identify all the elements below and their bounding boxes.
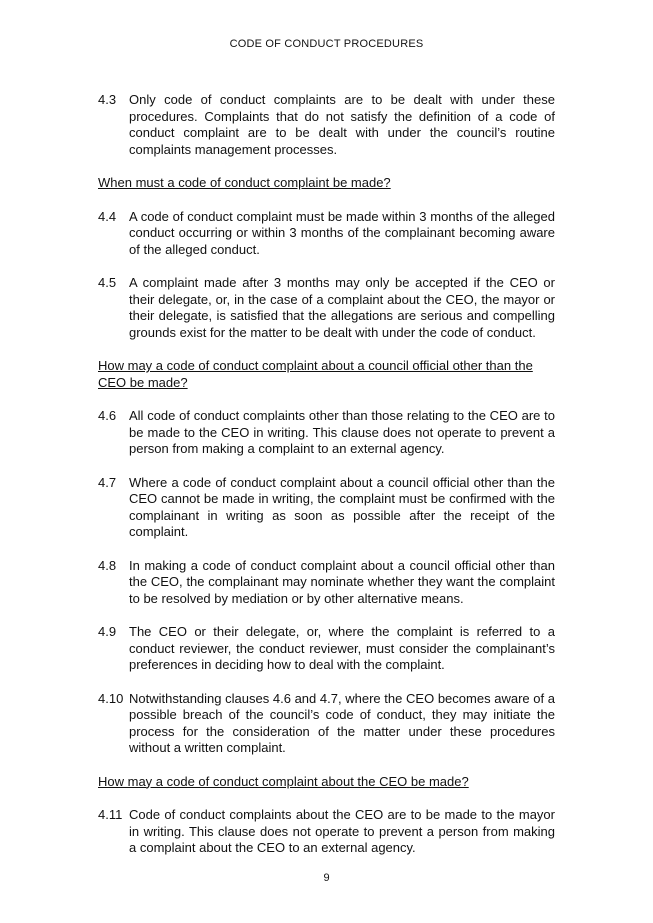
clause-number: 4.11 [98, 807, 123, 822]
clause-4-11 [98, 807, 555, 857]
clause-text: Notwithstanding clauses 4.6 and 4.7, where the CEO becomes aware of a possible breach of the council’s code of conduct, they may initiate the process for the consideration of the matter under these procedures without a written complaint. [129, 690, 555, 755]
clause-4-10 [98, 691, 555, 757]
clause-text: All code of conduct complaints other than those relating to the CEO are to be made to the CEO in writing. This clause does not operate to prevent a person from making a complaint to an external agency. [129, 408, 555, 456]
clause-text: The CEO or their delegate, or, where the complaint is referred to a conduct reviewer, the conduct reviewer, must consider the complainant’s preferences in deciding how to deal with the complaint. [129, 624, 555, 672]
clause-text: A code of conduct complaint must be made within 3 months of the alleged conduct occurring or within 3 months of the complainant becoming aware of the alleged conduct. [129, 208, 555, 257]
clause-number: 4.10 [98, 690, 124, 706]
clause-number: 4.3 [98, 92, 117, 107]
clause-4-6 [98, 408, 555, 458]
clause-4-7 [98, 475, 555, 541]
clause-4-5 [98, 275, 555, 341]
section-heading-other-official: How may a code of conduct complaint about a council official other than the CEO be made? [98, 358, 533, 390]
clause-4-4 [98, 209, 555, 259]
clause-text: Where a code of conduct complaint about a council official other than the CEO cannot be made in writing, the complaint must be confirmed with the complainant in writing as soon as possible after the receipt of the complaint. [129, 474, 555, 539]
page-header: CODE OF CONDUCT PROCEDURES [229, 38, 424, 50]
section-heading-when: When must a code of conduct complaint be made? [98, 175, 391, 190]
clause-number: 4.6 [98, 408, 117, 423]
clause-text: Code of conduct complaints about the CEO are to be made to the mayor in writing. This clause does not operate to prevent a person from making a complaint about the CEO to an external agency. [129, 807, 555, 855]
clause-text: A complaint made after 3 months may only be accepted if the CEO or their delegate, or, in the case of a complaint about the CEO, the mayor or their delegate, is satisfied that the allegations are serious and compelling grounds exist for the matter to be dealt with under the code of conduct. [129, 275, 555, 340]
clause-text: Only code of conduct complaints are to be dealt with under these procedures. Complaints that do not satisfy the definition of a code of conduct complaint are to be dealt with under the council’s routine complaints management processes. [129, 92, 555, 157]
document-body [98, 92, 555, 874]
clause-number: 4.5 [98, 275, 117, 290]
clause-4-8 [98, 558, 555, 608]
clause-4-3 [98, 92, 555, 158]
clause-4-9 [98, 624, 555, 674]
clause-number: 4.9 [98, 624, 117, 639]
clause-number: 4.4 [98, 208, 117, 224]
clause-number: 4.8 [98, 557, 117, 573]
clause-text: In making a code of conduct complaint about a council official other than the CEO, the complainant may nominate whether they want the complaint to be resolved by mediation or by other alternative means. [129, 557, 555, 606]
clause-number: 4.7 [98, 474, 117, 490]
page-number: 9 [323, 872, 330, 884]
section-heading-ceo: How may a code of conduct complaint about the CEO be made? [98, 773, 469, 789]
